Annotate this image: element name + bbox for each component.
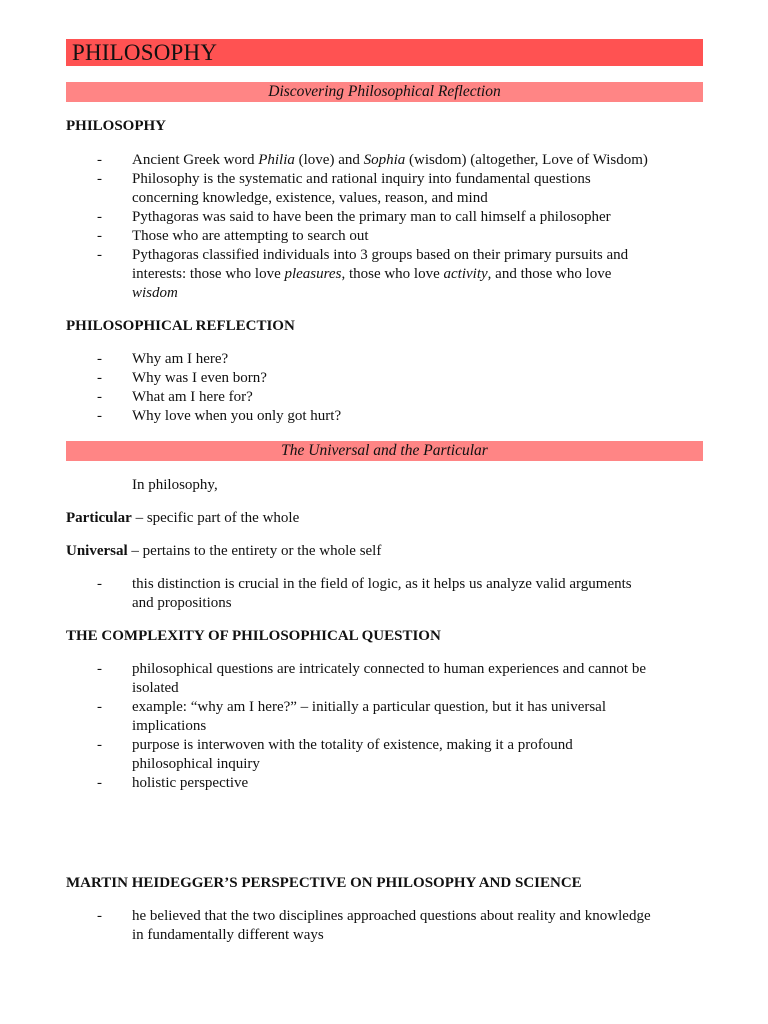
list-item: - philosophical questions are intricately connected to human experiences and cannot be isolated <box>97 661 646 696</box>
list-item: - Ancient Greek word Philia (love) and Sophia (wisdom) (altogether, Love of Wisdom) <box>97 152 648 168</box>
universal-definition: Universal – pertains to the entirety or the whole self <box>66 543 382 559</box>
intro-text: In philosophy, <box>132 477 218 493</box>
heading-complexity: THE COMPLEXITY OF PHILOSOPHICAL QUESTION <box>66 628 441 644</box>
list-item: - Pythagoras was said to have been the primary man to call himself a philosopher <box>97 209 611 225</box>
heading-philosophy: PHILOSOPHY <box>66 118 167 134</box>
list-item: - this distinction is crucial in the field of logic, as it helps us analyze valid arguments and propositions <box>97 576 632 611</box>
section-banner-discovering: Discovering Philosophical Reflection <box>66 82 703 102</box>
section-banner-universal: The Universal and the Particular <box>66 441 703 461</box>
list-item: - Those who are attempting to search out <box>97 228 369 244</box>
list-item: - Why am I here? <box>97 351 229 367</box>
particular-definition: Particular – specific part of the whole <box>66 510 300 526</box>
list-item: - Pythagoras classified individuals into 3 groups based on their primary pursuits and interests: those who love pleasures, those who love activity, and those who love wisdom <box>97 247 629 301</box>
heading-philosophical-reflection: PHILOSOPHICAL REFLECTION <box>66 318 295 334</box>
list-item: - he believed that the two disciplines approached questions about reality and knowledge in fundamentally different ways <box>97 908 651 943</box>
philosophy-list <box>66 151 706 303</box>
list-item: - example: “why am I here?” – initially a particular question, but it has universal implications <box>97 699 607 734</box>
list-item: - What am I here for? <box>97 389 253 405</box>
heidegger-list <box>66 907 706 945</box>
list-item: - Why love when you only got hurt? <box>97 408 342 424</box>
heading-heidegger: MARTIN HEIDEGGER’S PERSPECTIVE ON PHILOSOPHY AND SCIENCE <box>66 875 582 891</box>
page-title: PHILOSOPHY <box>72 40 218 65</box>
list-item: - holistic perspective <box>97 775 249 791</box>
complexity-list <box>66 660 706 793</box>
reflection-list <box>66 350 706 426</box>
list-item: - Philosophy is the systematic and rational inquiry into fundamental questions concerning knowledge, existence, values, reason, and mind <box>97 171 591 206</box>
title-banner <box>66 39 703 66</box>
logic-list <box>66 575 706 613</box>
list-item: - purpose is interwoven with the totality of existence, making it a profound philosophical inquiry <box>97 737 573 772</box>
list-item: - Why was I even born? <box>97 370 267 386</box>
